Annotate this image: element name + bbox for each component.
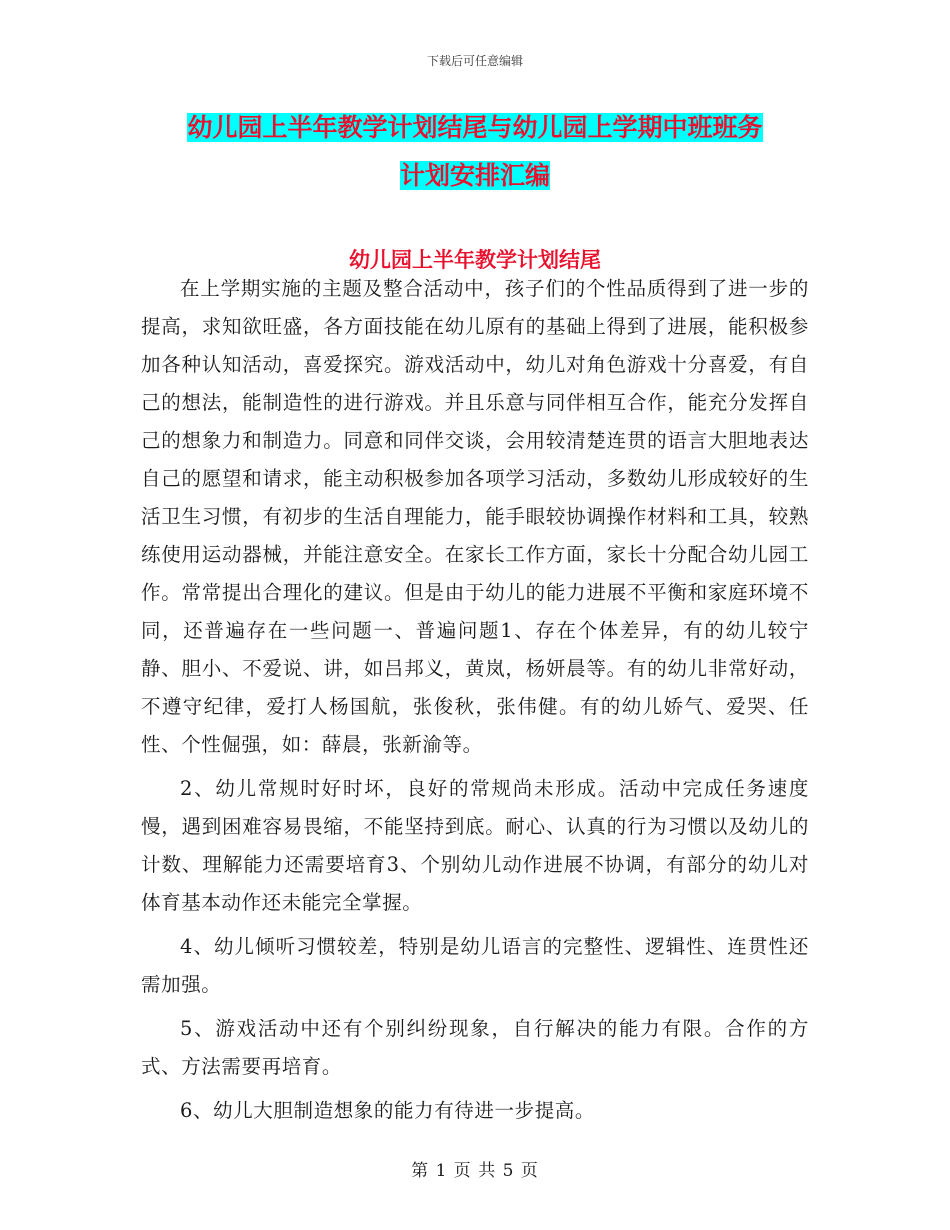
document-title-line1: 幼儿园上半年教学计划结尾与幼儿园上学期中班班务: [187, 113, 763, 142]
paragraph: 5、游戏活动中还有个别纠纷现象，自行解决的能力有限。合作的方式、方法需要再培育。: [141, 1017, 809, 1078]
paragraph: 在上学期实施的主题及整合活动中，孩子们的个性品质得到了进一步的提高，求知欲旺盛，各方面技能在幼儿原有的基础上得到了进展，能积极参加各种认知活动，喜爱探究。游戏活动中，幼儿对角色游戏十分喜爱，有自己的想法，能制造性的进行游戏。并且乐意与同伴相互合作，能充分发挥自己的想象力和制造力。同意和同伴交谈，会用较清楚连贯的语言大胆地表达自己的愿望和请求，能主动积极参加各项学习活动，多数幼儿形成较好的生活卫生习惯，有初步的生活自理能力，能手眼较协调操作材料和工具，较熟练使用运动器械，并能注意安全。在家长工作方面，家长十分配合幼儿园工作。常常提出合理化的建议。但是由于幼儿的能力进展不平衡和家庭环境不同，还普遍存在一些问题一、普遍问题1、存在个体差异，有的幼儿较宁静、胆小、不爱说、讲，如吕邦义，黄岚，杨妍晨等。有的幼儿非常好动，不遵守纪律，爱打人杨国航，张俊秋，张伟健。有的幼儿娇气、爱哭、任性、个性倔强，如：薛晨，张新渝等。: [141, 277, 809, 756]
paragraph: 2、幼儿常规时好时坏，良好的常规尚未形成。活动中完成任务速度慢，遇到困难容易畏缩，不能坚持到底。耐心、认真的行为习惯以及幼儿的计数、理解能力还需要培育3、个别幼儿动作进展不协调，有部分的幼儿对体育基本动作还未能完全掌握。: [141, 777, 809, 914]
page-number: 第 1 页 共 5 页: [411, 1161, 539, 1181]
paragraph: 4、幼儿倾听习惯较差，特别是幼儿语言的完整性、逻辑性、连贯性还需加强。: [141, 935, 809, 996]
paragraph: 6、幼儿大胆制造想象的能力有待进一步提高。: [180, 1099, 596, 1122]
page-header-note: 下载后可任意编辑: [426, 54, 523, 68]
document-title-line2: 计划安排汇编: [399, 161, 550, 190]
document-title: [140, 104, 810, 200]
section-title: 幼儿园上半年教学计划结尾: [349, 247, 601, 272]
document-body: [141, 270, 809, 1130]
